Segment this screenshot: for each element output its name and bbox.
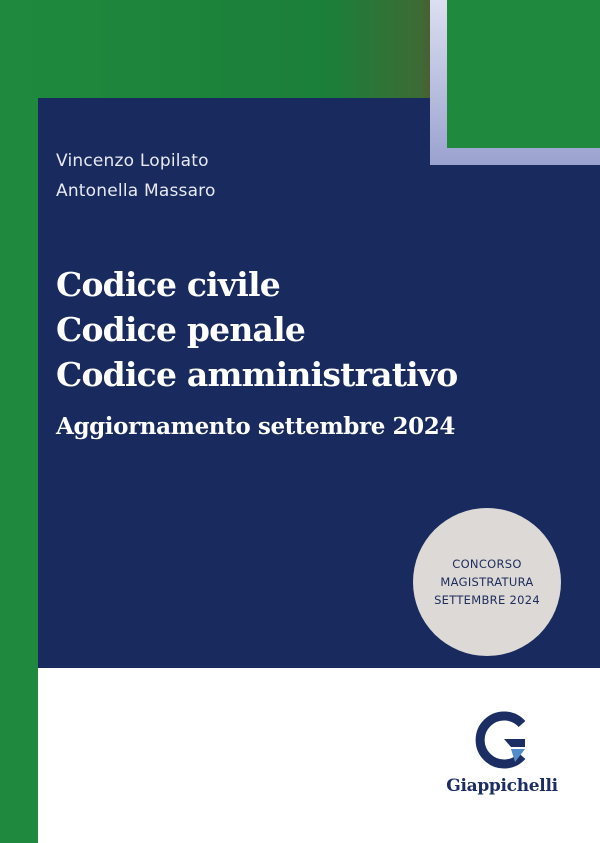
corner-green-square [447, 0, 600, 148]
publisher [432, 708, 572, 796]
publisher-name: Giappichelli [446, 776, 558, 796]
subtitle: Aggiornamento settembre 2024 [56, 413, 455, 440]
author-name: Antonella Massaro [56, 181, 216, 201]
left-green-strip [0, 98, 38, 843]
exam-badge [413, 508, 561, 656]
badge-line: MAGISTRATURA [440, 575, 534, 589]
giappichelli-g-logo-icon [470, 708, 534, 772]
title-line: Codice penale [56, 310, 306, 349]
author-name: Vincenzo Lopilato [56, 151, 209, 171]
book-title [56, 262, 458, 443]
badge-line: SETTEMBRE 2024 [434, 593, 540, 607]
title-line: Codice amministrativo [56, 355, 458, 394]
author-list [56, 146, 216, 206]
title-line: Codice civile [56, 265, 280, 304]
badge-line: CONCORSO [452, 557, 522, 571]
